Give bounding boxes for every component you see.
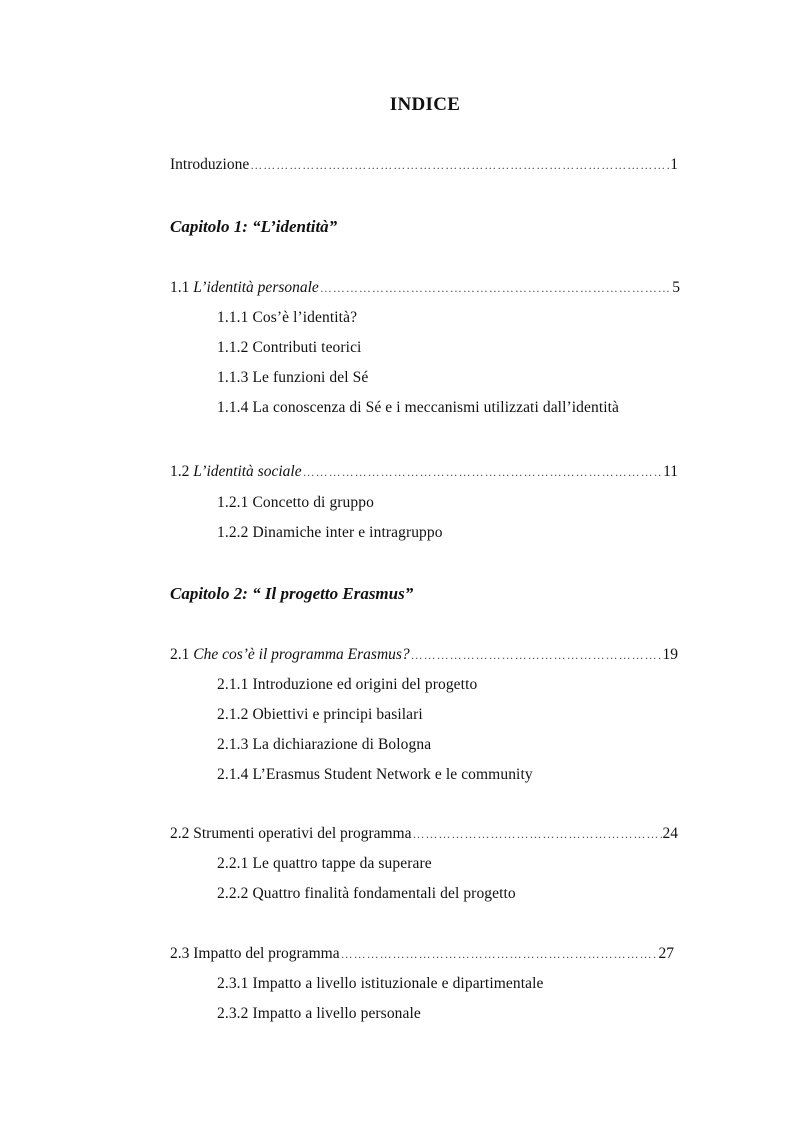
toc-entry-label	[170, 945, 340, 963]
section-number: 1.1	[170, 279, 190, 296]
subsection-entry: 2.1.1 Introduzione ed origini del progetto	[217, 676, 478, 693]
section-title: Impatto del programma	[193, 945, 340, 962]
toc-entry-label	[170, 825, 411, 843]
section-title: Che cos’è il programma Erasmus?	[193, 646, 410, 663]
section-number: 2.2	[170, 825, 190, 842]
toc-entry-intro	[170, 156, 678, 174]
subsection-entry: 1.1.4 La conoscenza di Sé e i meccanismi utilizzati dall’identità	[217, 399, 620, 416]
toc-section-entry	[170, 825, 678, 843]
subsection-entry: 2.3.2 Impatto a livello personale	[217, 1005, 421, 1022]
leader-dots	[411, 648, 662, 663]
toc-entry-page: 11	[663, 463, 678, 480]
toc-entry-page: 19	[662, 646, 678, 663]
toc-section-entry	[170, 463, 678, 481]
subsection-entry: 1.1.1 Cos’è l’identità?	[217, 309, 358, 326]
toc-entry-page: 1	[670, 156, 678, 173]
subsection-entry: 2.3.1 Impatto a livello istituzionale e dipartimentale	[217, 975, 544, 992]
subsection-entry: 2.1.3 La dichiarazione di Bologna	[217, 736, 432, 753]
toc-entry-label	[170, 279, 319, 297]
section-number: 1.2	[170, 463, 190, 480]
chapter-heading: Capitolo 2: “ Il progetto Erasmus”	[170, 584, 414, 603]
leader-dots	[341, 947, 658, 962]
toc-entry-label	[170, 463, 302, 481]
toc-section-entry	[170, 646, 678, 664]
leader-dots	[412, 827, 661, 842]
subsection-entry: 1.1.2 Contributi teorici	[217, 339, 362, 356]
leader-dots	[303, 465, 662, 480]
toc-section-entry	[170, 945, 674, 963]
section-title: L’identità sociale	[193, 463, 302, 480]
leader-dots	[250, 158, 669, 173]
subsection-entry: 1.2.2 Dinamiche inter e intragruppo	[217, 524, 443, 541]
toc-entry-page: 24	[662, 825, 678, 842]
section-title: Strumenti operativi del programma	[193, 825, 412, 842]
chapter-heading: Capitolo 1: “L’identità”	[170, 217, 338, 236]
section-title: L’identità personale	[193, 279, 319, 296]
subsection-entry: 2.1.4 L’Erasmus Student Network e le community	[217, 766, 533, 783]
toc-entry-page: 27	[658, 945, 674, 962]
toc-entry-label	[170, 646, 410, 664]
subsection-entry: 2.2.1 Le quattro tappe da superare	[217, 855, 432, 872]
subsection-entry: 2.1.2 Obiettivi e principi basilari	[217, 706, 423, 723]
toc-section-entry	[170, 279, 680, 297]
section-number: 2.1	[170, 646, 190, 663]
subsection-entry: 1.2.1 Concetto di gruppo	[217, 494, 374, 511]
toc-entry-label: Introduzione	[170, 156, 250, 173]
subsection-entry: 2.2.2 Quattro finalità fondamentali del progetto	[217, 885, 516, 902]
subsection-entry: 1.1.3 Le funzioni del Sé	[217, 369, 369, 386]
section-number: 2.3	[170, 945, 190, 962]
leader-dots	[320, 281, 671, 296]
page-title: INDICE	[389, 94, 461, 115]
toc-entry-page: 5	[672, 279, 680, 296]
